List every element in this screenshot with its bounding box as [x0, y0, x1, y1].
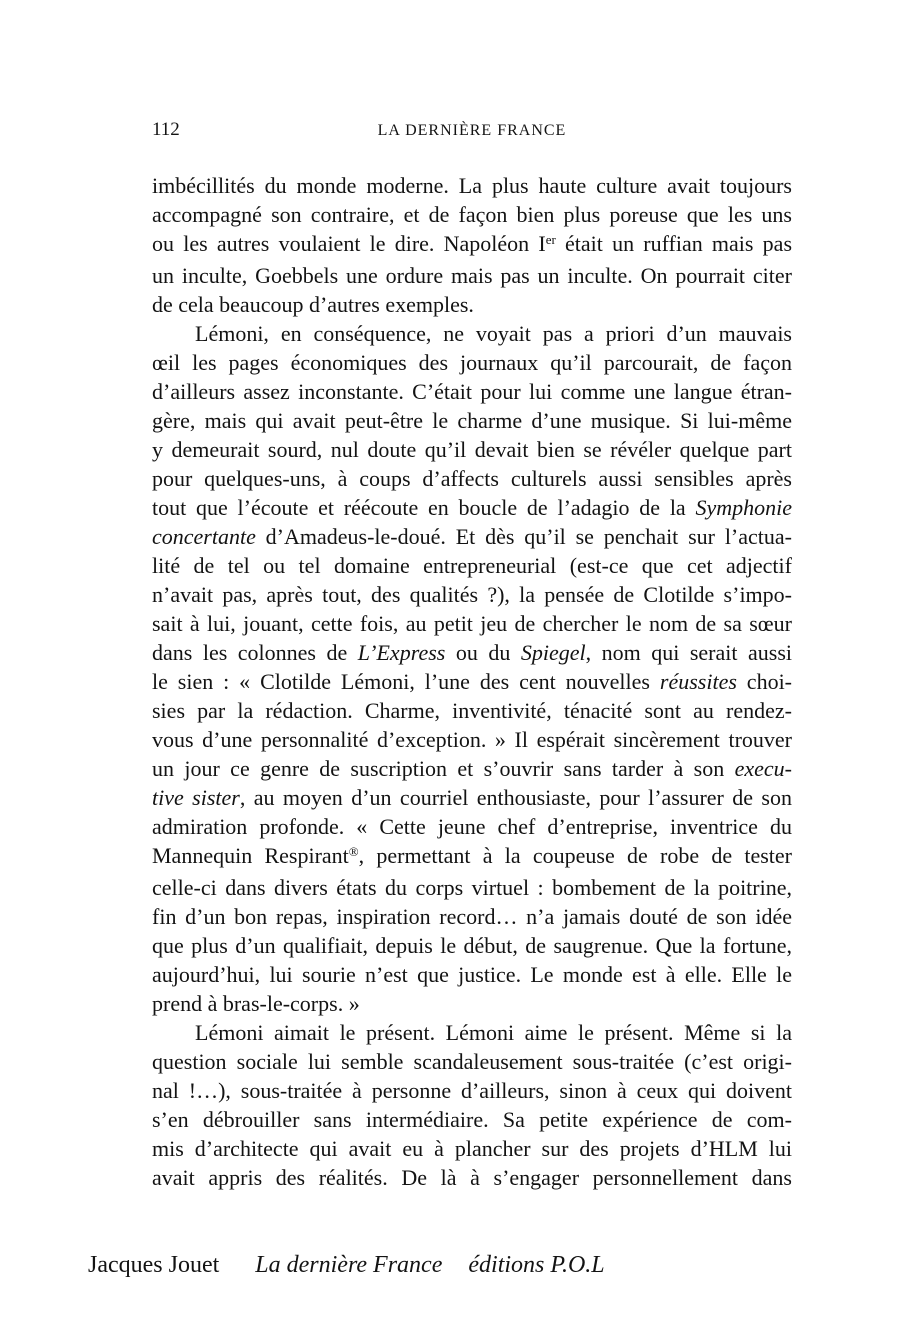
- running-title: LA DERNIÈRE FRANCE: [377, 122, 567, 139]
- page-body: [152, 171, 792, 1192]
- body-line: que plus d’un qualifiait, depuis le début, de saugrenue. Que la fortune,: [152, 933, 792, 958]
- body-line: lité de tel ou tel domaine entrepreneurial (est-ce que cet adjectif: [152, 553, 792, 578]
- body-line: fin d’un bon repas, inspiration record… n’a jamais douté de son idée: [152, 904, 792, 929]
- body-line: sies par la rédaction. Charme, inventivité, ténacité sont au rendez-: [152, 698, 792, 723]
- footer-book-title: La dernière France: [255, 1252, 443, 1278]
- body-line: concertante d’Amadeus-le-doué. Et dès qu’il se penchait sur l’actua-: [152, 524, 792, 549]
- body-line: question sociale lui semble scandaleusement sous-traitée (c’est origi-: [152, 1049, 792, 1074]
- body-line: de cela beaucoup d’autres exemples.: [152, 292, 474, 317]
- body-line: accompagné son contraire, et de façon bien plus poreuse que les uns: [152, 202, 792, 227]
- body-line: gère, mais qui avait peut-être le charme d’une musique. Si lui-même: [152, 408, 792, 433]
- footer-colophon: [88, 1250, 605, 1280]
- body-line: dans les colonnes de L’Express ou du Spiegel, nom qui serait aussi: [152, 640, 793, 665]
- body-line: pour quelques-uns, à coups d’affects culturels aussi sensibles après: [152, 466, 792, 491]
- body-line: un jour ce genre de suscription et s’ouvrir sans tarder à son execu-: [152, 756, 792, 781]
- body-line: Lémoni, en conséquence, ne voyait pas a priori d’un mauvais: [195, 321, 792, 346]
- body-line: tive sister, au moyen d’un courriel enthousiaste, pour l’assurer de son: [152, 785, 792, 810]
- body-line: un inculte, Goebbels une ordure mais pas un inculte. On pourrait citer: [152, 263, 792, 288]
- body-line: n’avait pas, après tout, des qualités ?), la pensée de Clotilde s’impo-: [152, 582, 792, 607]
- body-line: avait appris des réalités. De là à s’engager personnellement dans: [152, 1165, 792, 1190]
- body-line: d’ailleurs assez inconstante. C’était pour lui comme une langue étran-: [152, 379, 792, 404]
- body-line: aujourd’hui, lui sourie n’est que justice. Le monde est à elle. Elle le: [152, 962, 792, 987]
- body-line: imbécillités du monde moderne. La plus haute culture avait toujours: [152, 173, 792, 198]
- body-line: admiration profonde. « Cette jeune chef d’entreprise, inventrice du: [152, 814, 792, 839]
- body-line: vous d’une personnalité d’exception. » Il espérait sincèrement trouver: [152, 727, 792, 752]
- body-line: Lémoni aimait le présent. Lémoni aime le présent. Même si la: [195, 1020, 792, 1045]
- body-line: y demeurait sourd, nul doute qu’il devait bien se révéler quelque part: [152, 437, 792, 462]
- body-line: celle-ci dans divers états du corps virtuel : bombement de la poitrine,: [152, 875, 792, 900]
- body-line: œil les pages économiques des journaux qu’il parcourait, de façon: [152, 350, 792, 375]
- footer-publisher: éditions P.O.L: [468, 1252, 605, 1278]
- body-line: tout que l’écoute et réécoute en boucle de l’adagio de la Symphonie: [152, 495, 792, 520]
- body-line: s’en débrouiller sans intermédiaire. Sa petite expérience de com-: [152, 1107, 792, 1132]
- footer-author: Jacques Jouet: [88, 1252, 220, 1278]
- body-line: nal !…), sous-traitée à personne d’ailleurs, sinon à ceux qui doivent: [152, 1078, 792, 1103]
- body-line: sait à lui, jouant, cette fois, au petit jeu de chercher le nom de sa sœur: [152, 611, 792, 636]
- body-line: prend à bras-le-corps. »: [152, 991, 360, 1016]
- body-line: ou les autres voulaient le dire. Napoléon Ier était un ruffian mais pas: [152, 231, 793, 256]
- body-line: le sien : « Clotilde Lémoni, l’une des cent nouvelles réussites choi-: [152, 669, 793, 694]
- body-line: Mannequin Respirant®, permettant à la coupeuse de robe de tester: [152, 843, 792, 868]
- page-number: 112: [152, 119, 180, 140]
- body-line: mis d’architecte qui avait eu à plancher sur des projets d’HLM lui: [152, 1136, 792, 1161]
